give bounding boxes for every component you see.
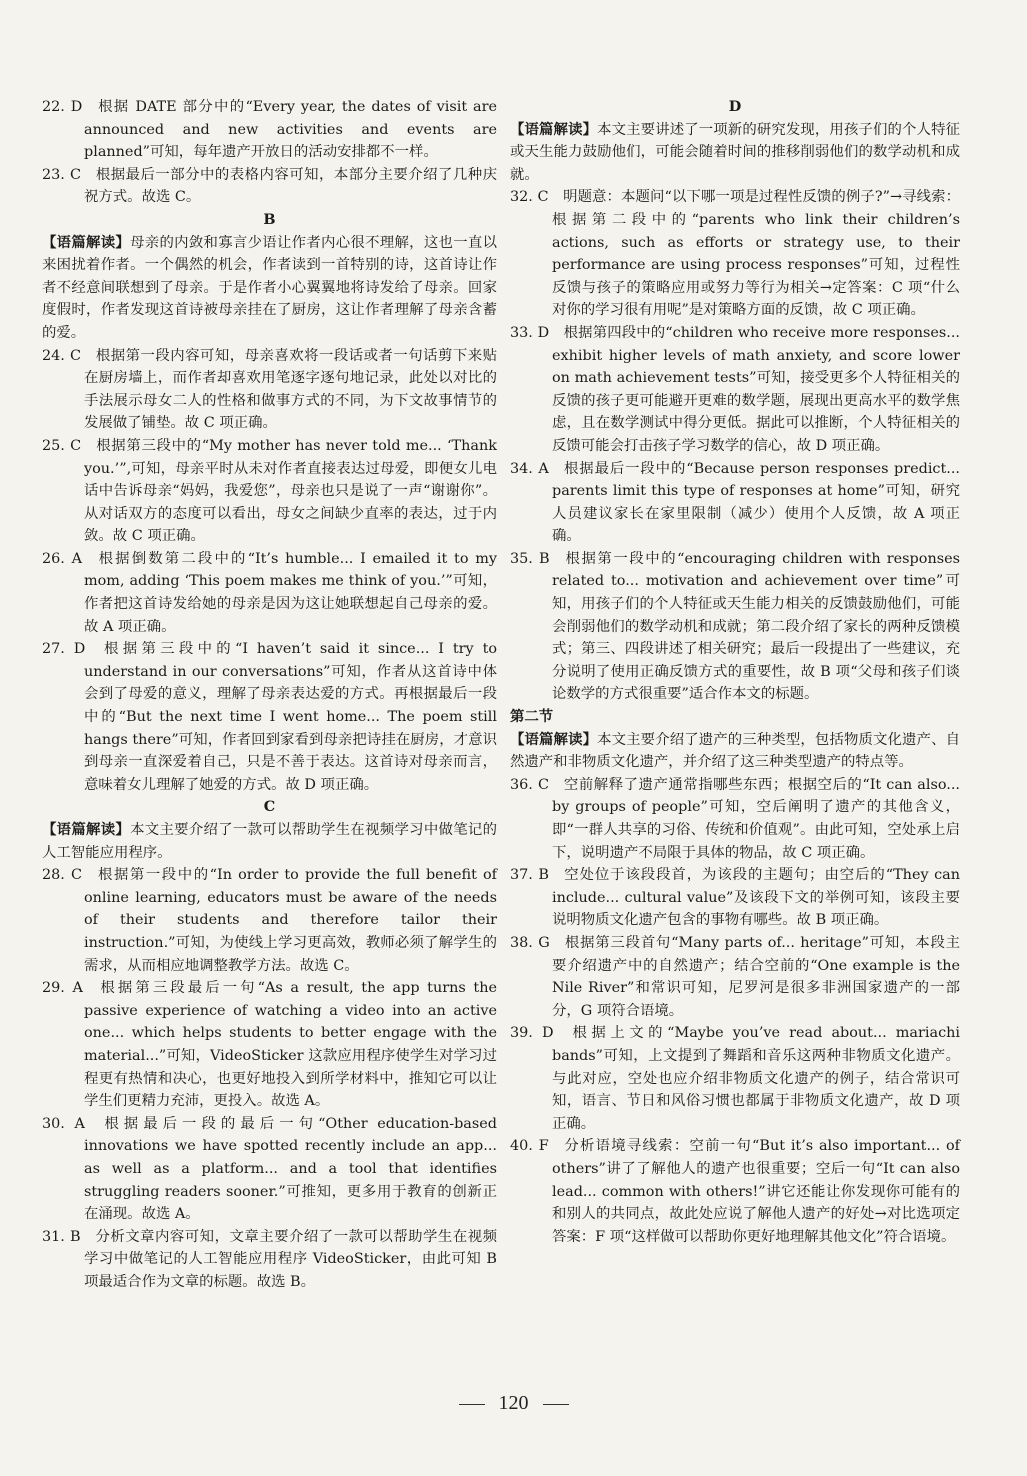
- answer-explanation: 根据倒数第二段中的“It’s humble... I emailed it to my mom, adding ‘This poem makes me think of you.’”可知，作者把这首诗发给她的母亲是因为这让她联想起自己母亲的爱。故 A 项正确。: [84, 550, 498, 635]
- answer-explanation: 根据上文的“Maybe you’ve read about... mariachi bands”可知，上文提到了舞蹈和音乐这两种非物质文化遗产。与此对应，空处也应介绍非物质文化遗产的例子，结合常识可知，语言、节日和风俗习惯也都属于非物质文化遗产，故 D 项正确。: [552, 1025, 961, 1132]
- answer-number: 26. A: [42, 550, 83, 567]
- answer-number: 36. C: [510, 776, 550, 793]
- analysis-tag: 【语篇解读】: [510, 730, 598, 748]
- answer-number: 27. D: [42, 641, 86, 658]
- answer-number: 32. C: [510, 189, 549, 206]
- answer-number: 30. A: [42, 1115, 85, 1132]
- answer-explanation: 根据第三段首句“Many parts of... heritage”可知，本段主要介绍遗产中的自然遗产；结合空前的“One example is the Nile River”和常识可知，尼罗河是很多非洲国家遗产的一部分，G 项符合语境。: [552, 934, 961, 1019]
- page-number: 120: [0, 1392, 1027, 1415]
- right-column: [510, 96, 960, 1248]
- answer-number: 28. C: [42, 867, 83, 884]
- analysis-tag: 【语篇解读】: [510, 120, 598, 138]
- answer-item: [42, 164, 497, 209]
- answer-item: [510, 548, 960, 706]
- passage-analysis: [510, 729, 960, 774]
- analysis-text: 母亲的内敛和寡言少语让作者内心很不理解，这也一直以来困扰着作者。一个偶然的机会，作者读到一首特别的诗，这首诗让作者不经意间联想到了母亲。于是作者小心翼翼地将诗发给了母亲。回家度假时，作者发现这首诗被母亲挂在了厨房，这让作者理解了母亲含蓄的爱。: [42, 234, 497, 341]
- answer-number: 29. A: [42, 980, 83, 997]
- answer-explanation: 根据第三段最后一句“As a result, the app turns the passive experience of watching a video into an active one... which helps students to better engage with the material...”可知，VideoSticker 这款应用程序使学生对学习过程更有热情和决心，也更好地投入到所学材料中，推知它可以让学生们更精力充沛，更投入。故选 A。: [84, 980, 497, 1110]
- answer-explanation: 分析文章内容可知，文章主要介绍了一款可以帮助学生在视频学习中做笔记的人工智能应用程序 VideoSticker，由此可知 B 项最适合作为文章的标题。故选 B。: [84, 1228, 497, 1290]
- passage-analysis: [42, 232, 497, 345]
- section-heading: 第二节: [510, 708, 554, 726]
- answer-item: [42, 1226, 497, 1294]
- answer-item: [510, 186, 960, 322]
- answer-explanation: 根据最后一部分中的表格内容可知，本部分主要介绍了几种庆祝方式。故选 C。: [84, 166, 497, 206]
- answer-explanation: 空前解释了遗产通常指哪些东西；根据空后的“It can also... by groups of people”可知，空后阐明了遗产的其他含义，即“一群人共享的习俗、传统和价值观”。由此可知，空处承上启下，说明遗产不局限于具体的物品，故 C 项正确。: [552, 776, 960, 861]
- answer-explanation: 根据第四段中的“children who receive more responses... exhibit higher levels of math anxiety, and score lower on math achievement tests”可知，接受更多个人特征相关的反馈的孩子更可能避开更难的数学题，展现出更高水平的数学焦虑，且在数学测试中得分更低。据此可以推断，个人特征相关的反馈可能会打击孩子学习数学的信心，故 D 项正确。: [552, 324, 960, 454]
- answer-item: [510, 932, 960, 1022]
- answer-item: [510, 322, 960, 458]
- answer-number: 22. D: [42, 99, 83, 115]
- column-divider: [497, 96, 498, 1386]
- answer-explanation: 空处位于该段段首，为该段的主题句；由空后的“They can include... cultural value”及该段下文的举例可知，该段主要说明物质文化遗产包含的事物有哪些。故 B 项正确。: [552, 867, 960, 929]
- answer-explanation: 根据第三段中的“I haven’t said it since... I try to understand in our conversations”可知，作者从这首诗中体会到了母爱的意义，理解了母亲表达爱的方式。再根据最后一段中的“But the next time I went home... The poem still hangs there”可知，作者回到家看到母亲把诗挂在厨房，才意识到母亲一直深爱着自己，只是不善于表达。这首诗对母亲而言，意味着女儿理解了她爱的方式。故 D 项正确。: [84, 641, 498, 793]
- answer-number: 31. B: [42, 1228, 81, 1245]
- answer-item: [42, 864, 497, 977]
- answer-explanation: 根据 DATE 部分中的“Every year, the dates of visit are announced and new activities and events are planned”可知，每年遗产开放日的活动安排都不一样。: [84, 99, 498, 161]
- answer-explanation: 根据最后一段中的“Because person responses predict... parents limit this type of responses at home”可知，研究人员建议家长在家里限制（减少）使用个人反馈，故 A 项正确。: [552, 460, 960, 545]
- section-title: D: [728, 98, 742, 115]
- answer-item: [510, 1135, 960, 1248]
- answer-item: [42, 345, 497, 435]
- answer-item: [42, 977, 497, 1113]
- answer-number: 34. A: [510, 460, 549, 477]
- section-title: B: [263, 210, 276, 228]
- answer-item: [42, 638, 497, 796]
- passage-analysis: [42, 819, 497, 864]
- answer-explanation: 根据第一段内容可知，母亲喜欢将一段话或者一句话剪下来贴在厨房墙上，而作者却喜欢用笔逐字逐句地记录，此处以对比的手法展示母女二人的性格和做事方式的不同，为下文故事情节的发展做了铺垫。故 C 项正确。: [84, 347, 497, 432]
- analysis-tag: 【语篇解读】: [42, 233, 131, 251]
- passage-analysis: [510, 119, 960, 187]
- answer-explanation: 根据最后一段的最后一句“Other education-based innovations we have spotted recently include an app... as well as a platform... and a tool that identifies struggling readers sooner.”可推知，更多用于教育的创新正在涌现。故选 A。: [84, 1115, 497, 1223]
- analysis-text: 本文主要介绍了遗产的三种类型，包括物质文化遗产、自然遗产和非物质文化遗产，并介绍了这三种类型遗产的特点等。: [510, 731, 960, 771]
- answer-number: 23. C: [42, 166, 81, 183]
- analysis-tag: 【语篇解读】: [42, 821, 131, 838]
- answer-number: 35. B: [510, 550, 550, 567]
- answer-item: [510, 1022, 960, 1135]
- answer-number: 37. B: [510, 867, 549, 884]
- answer-number: 39. D: [510, 1025, 554, 1042]
- answer-explanation: 根据第一段中的“In order to provide the full benefit of online learning, educators must be aware of the needs of their students and therefore tailor their instruction.”可知，为使线上学习更高效，教师必须了解学生的需求，从而相应地调整教学方法。故选 C。: [84, 867, 497, 974]
- answer-number: 25. C: [42, 437, 82, 454]
- answer-number: 38. G: [510, 934, 550, 951]
- answer-item: [42, 435, 497, 548]
- answer-item: [42, 1113, 497, 1226]
- answer-number: 24. C: [42, 347, 81, 364]
- answer-explanation: 明题意：本题问“以下哪一项是过程性反馈的例子?”→寻线索：根据第二段中的“parents who link their children’s actions, such as efforts or strategy use, to their performance are using process responses”可知，过程性反馈与孩子的策略应用或努力等行为相关→定答案：C 项“什么对你的学习很有用呢”是对策略方面的反馈，故 C 项正确。: [552, 189, 960, 319]
- answer-item: [510, 458, 960, 548]
- left-column: [42, 96, 497, 1293]
- answer-explanation: 根据第一段中的“encouraging children with responses related to... motivation and achievement over time”可知，用孩子们的个人特征或天生能力相关的反馈鼓励他们，可能会削弱他们的数学动机和成就；第二段介绍了家长的两种反馈模式；第三、四段讲述了相关研究；最后一段提出了一些建议，充分说明了使用正确反馈方式的重要性，故 B 项“父母和孩子们谈论数学的方式很重要”适合作本文的标题。: [552, 550, 960, 703]
- answer-item: [42, 548, 497, 638]
- answer-item: [510, 864, 960, 932]
- answer-item: [42, 96, 497, 164]
- answer-explanation: 根据第三段中的“My mother has never told me... ‘Thank you.’”,可知，母亲平时从未对作者直接表达过母爱，即便女儿电话中告诉母亲“妈妈，我爱您”，母亲也只是说了一声“谢谢你”。从对话双方的态度可以看出，母女之间缺少直率的表达，过于内敛。故 C 项正确。: [84, 437, 497, 545]
- answer-item: [510, 774, 960, 864]
- answer-number: 40. F: [510, 1138, 549, 1155]
- analysis-text: 本文主要介绍了一款可以帮助学生在视频学习中做笔记的人工智能应用程序。: [42, 822, 497, 861]
- answer-number: 33. D: [510, 324, 550, 341]
- answer-explanation: 分析语境寻线索：空前一句“But it’s also important... of others”讲了了解他人的遗产也很重要；空后一句“It can also lead... common with others!”讲它还能让你发现你可能有的和别人的共同点，故此处应说了解他人遗产的好处→对比选项定答案：F 项“这样做可以帮助你更好地理解其他文化”符合语境。: [552, 1138, 960, 1245]
- analysis-text: 本文主要讲述了一项新的研究发现，用孩子们的个人特征或天生能力鼓励他们，可能会随着时间的推移削弱他们的数学动机和成就。: [510, 121, 960, 183]
- section-title: C: [263, 798, 276, 816]
